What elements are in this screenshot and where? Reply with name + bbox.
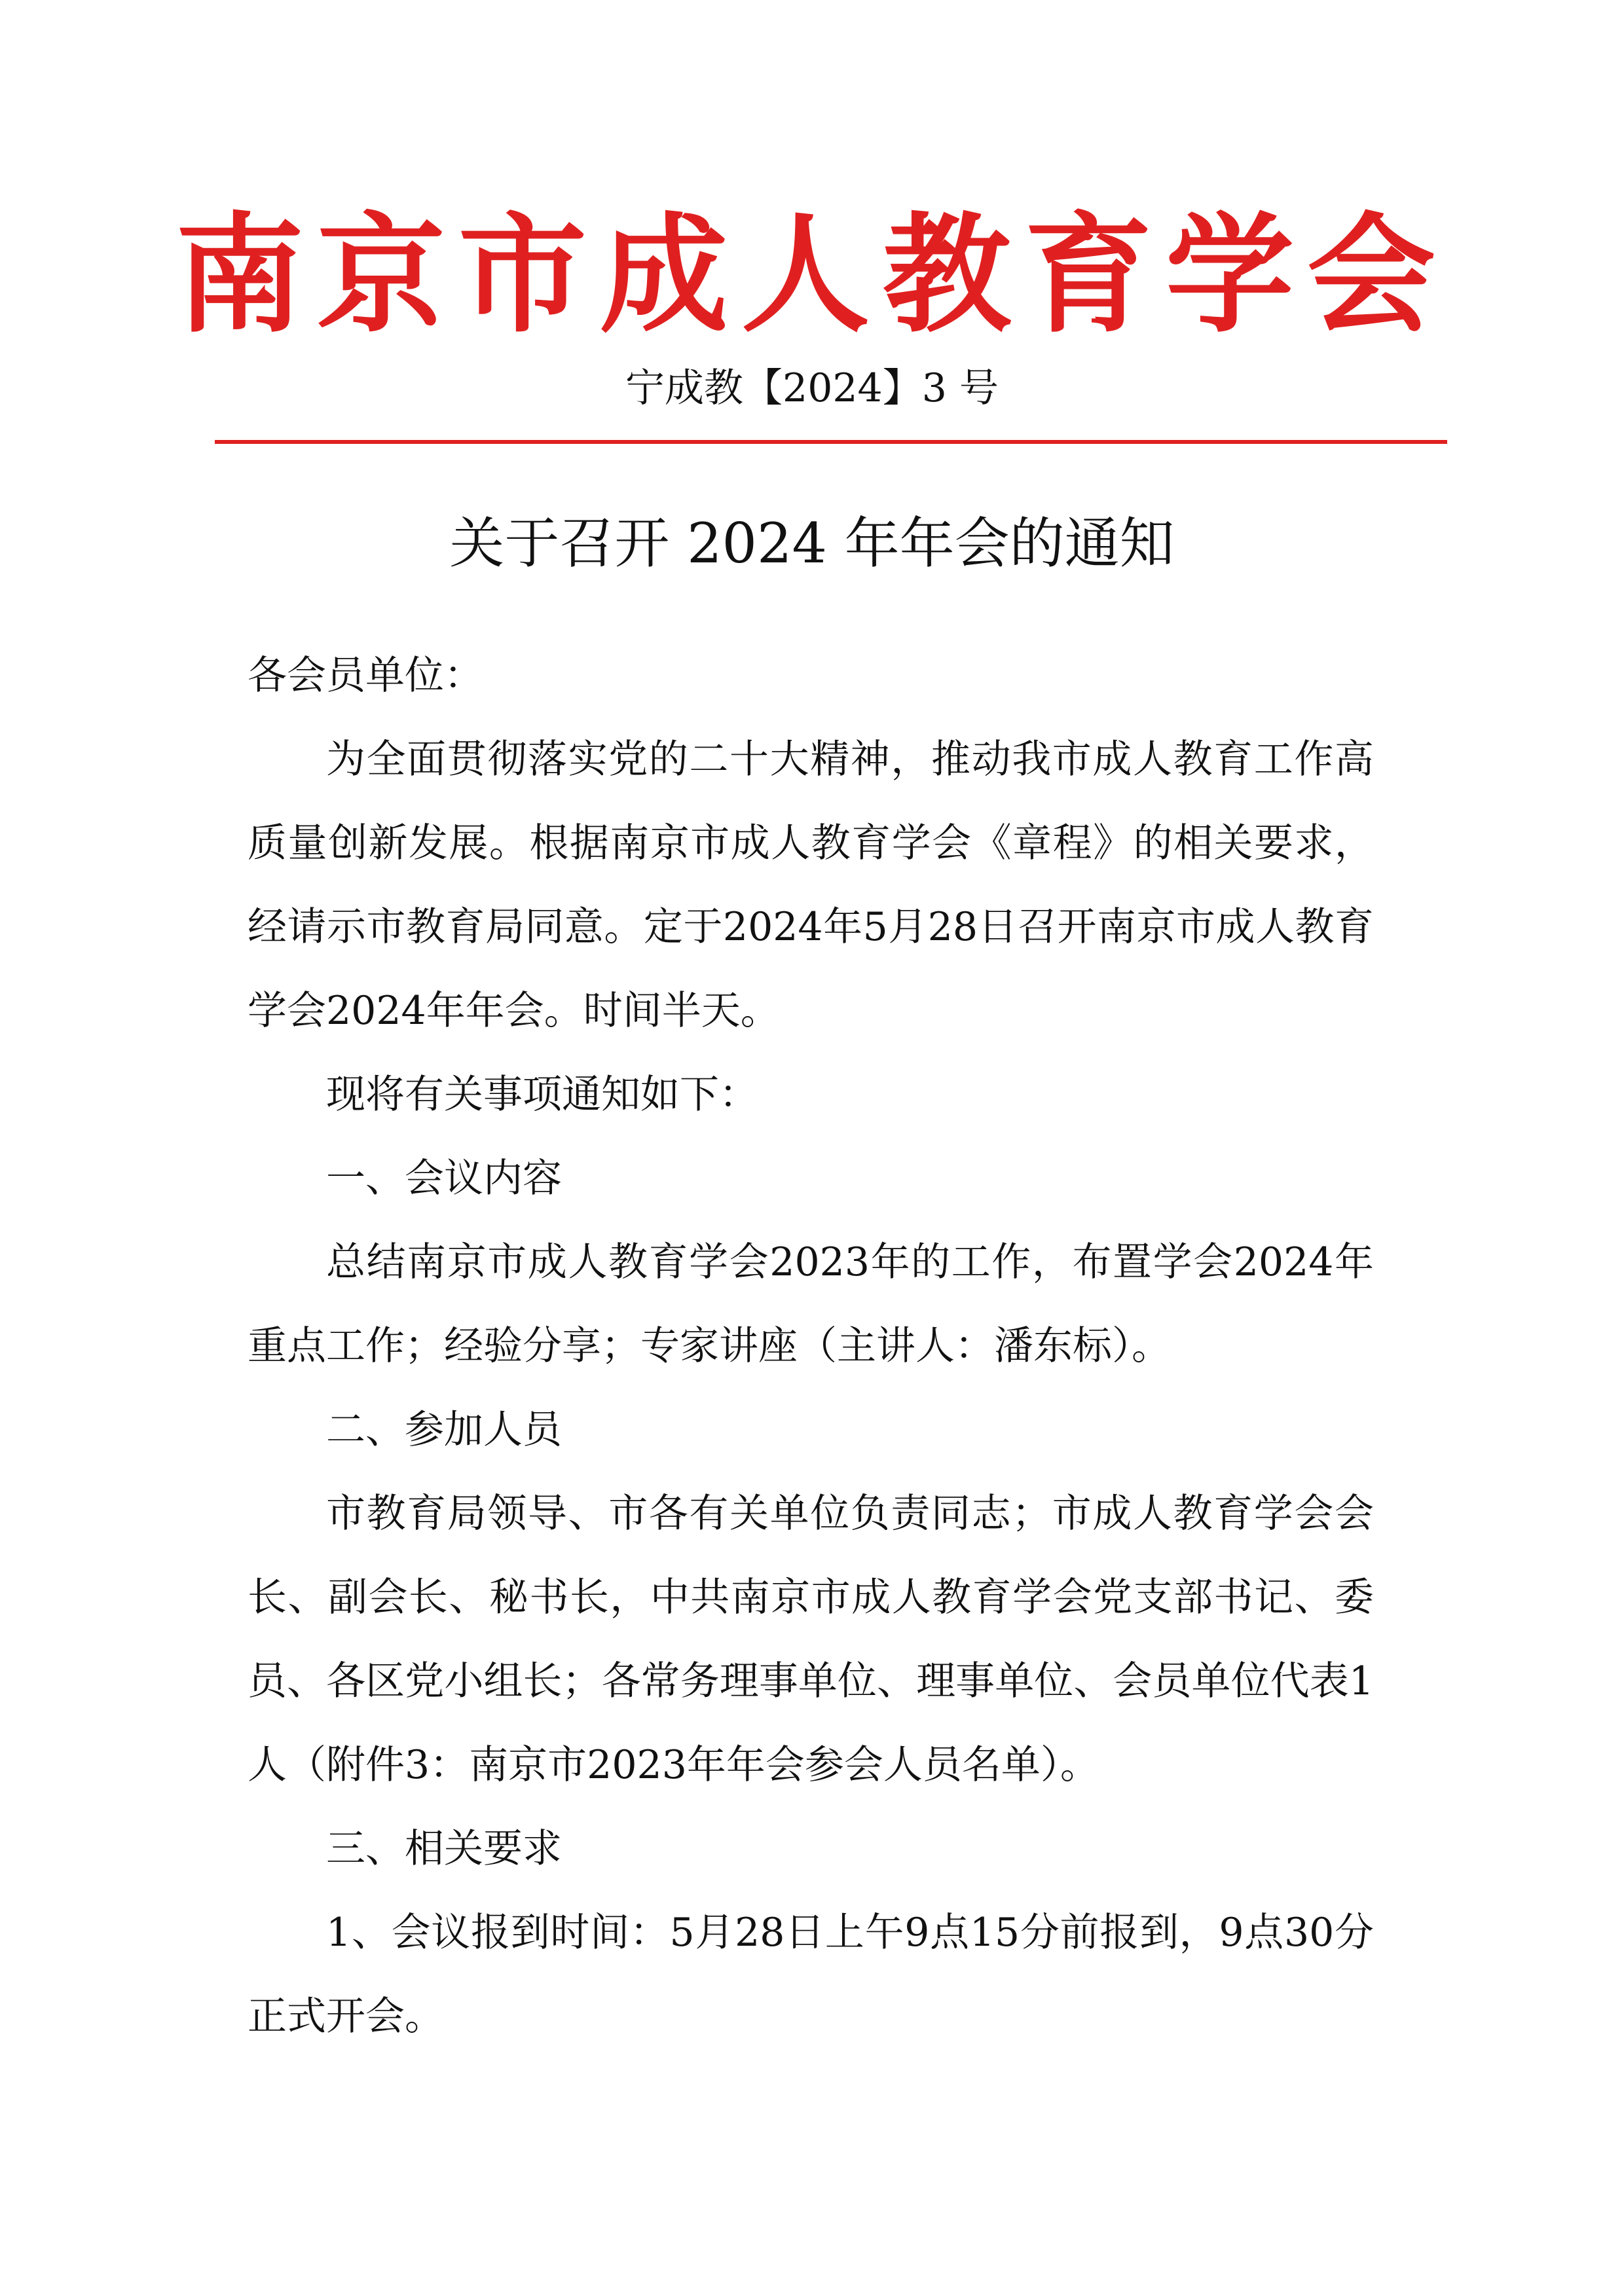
- organization-masthead: 南京市成人教育学会: [175, 200, 1449, 350]
- intro-paragraph: 为全面贯彻落实党的二十大精神，推动我市成人教育工作高质量创新发展。根据南京市成人教育学会《章程》的相关要求，经请示市教育局同意。定于2024年5月28日召开南京市成人教育学会2024年年会。时间半天。: [248, 737, 1374, 1034]
- document-number: 宁成教【2024】3 号: [625, 365, 999, 411]
- requirement-item-1: 1、会议报到时间：5月28日上午9点15分前报到，9点30分正式开会。: [248, 1910, 1374, 2039]
- notice-title: 关于召开 2024 年年会的通知: [449, 511, 1175, 575]
- section-heading-requirements: 三、相关要求: [326, 1826, 562, 1872]
- salutation: 各会员单位：: [248, 653, 483, 699]
- red-divider-line: [215, 440, 1447, 444]
- section-heading-participants: 二、参加人员: [326, 1407, 562, 1453]
- notice-body: [248, 634, 1374, 2058]
- section-content-paragraph: 总结南京市成人教育学会2023年的工作，布置学会2024年重点工作；经验分享；专家讲座（主讲人：潘东标）。: [248, 1239, 1374, 1369]
- section-heading-content: 一、会议内容: [326, 1156, 562, 1201]
- section-participants-paragraph: 市教育局领导、市各有关单位负责同志；市成人教育学会会长、副会长、秘书长，中共南京市成人教育学会党支部书记、委员、各区党小组长；各常务理事单位、理事单位、会员单位代表1人（附件3：南京市2023年年会参会人员名单）。: [248, 1491, 1374, 1788]
- lead-paragraph: 现将有关事项通知如下：: [326, 1072, 758, 1118]
